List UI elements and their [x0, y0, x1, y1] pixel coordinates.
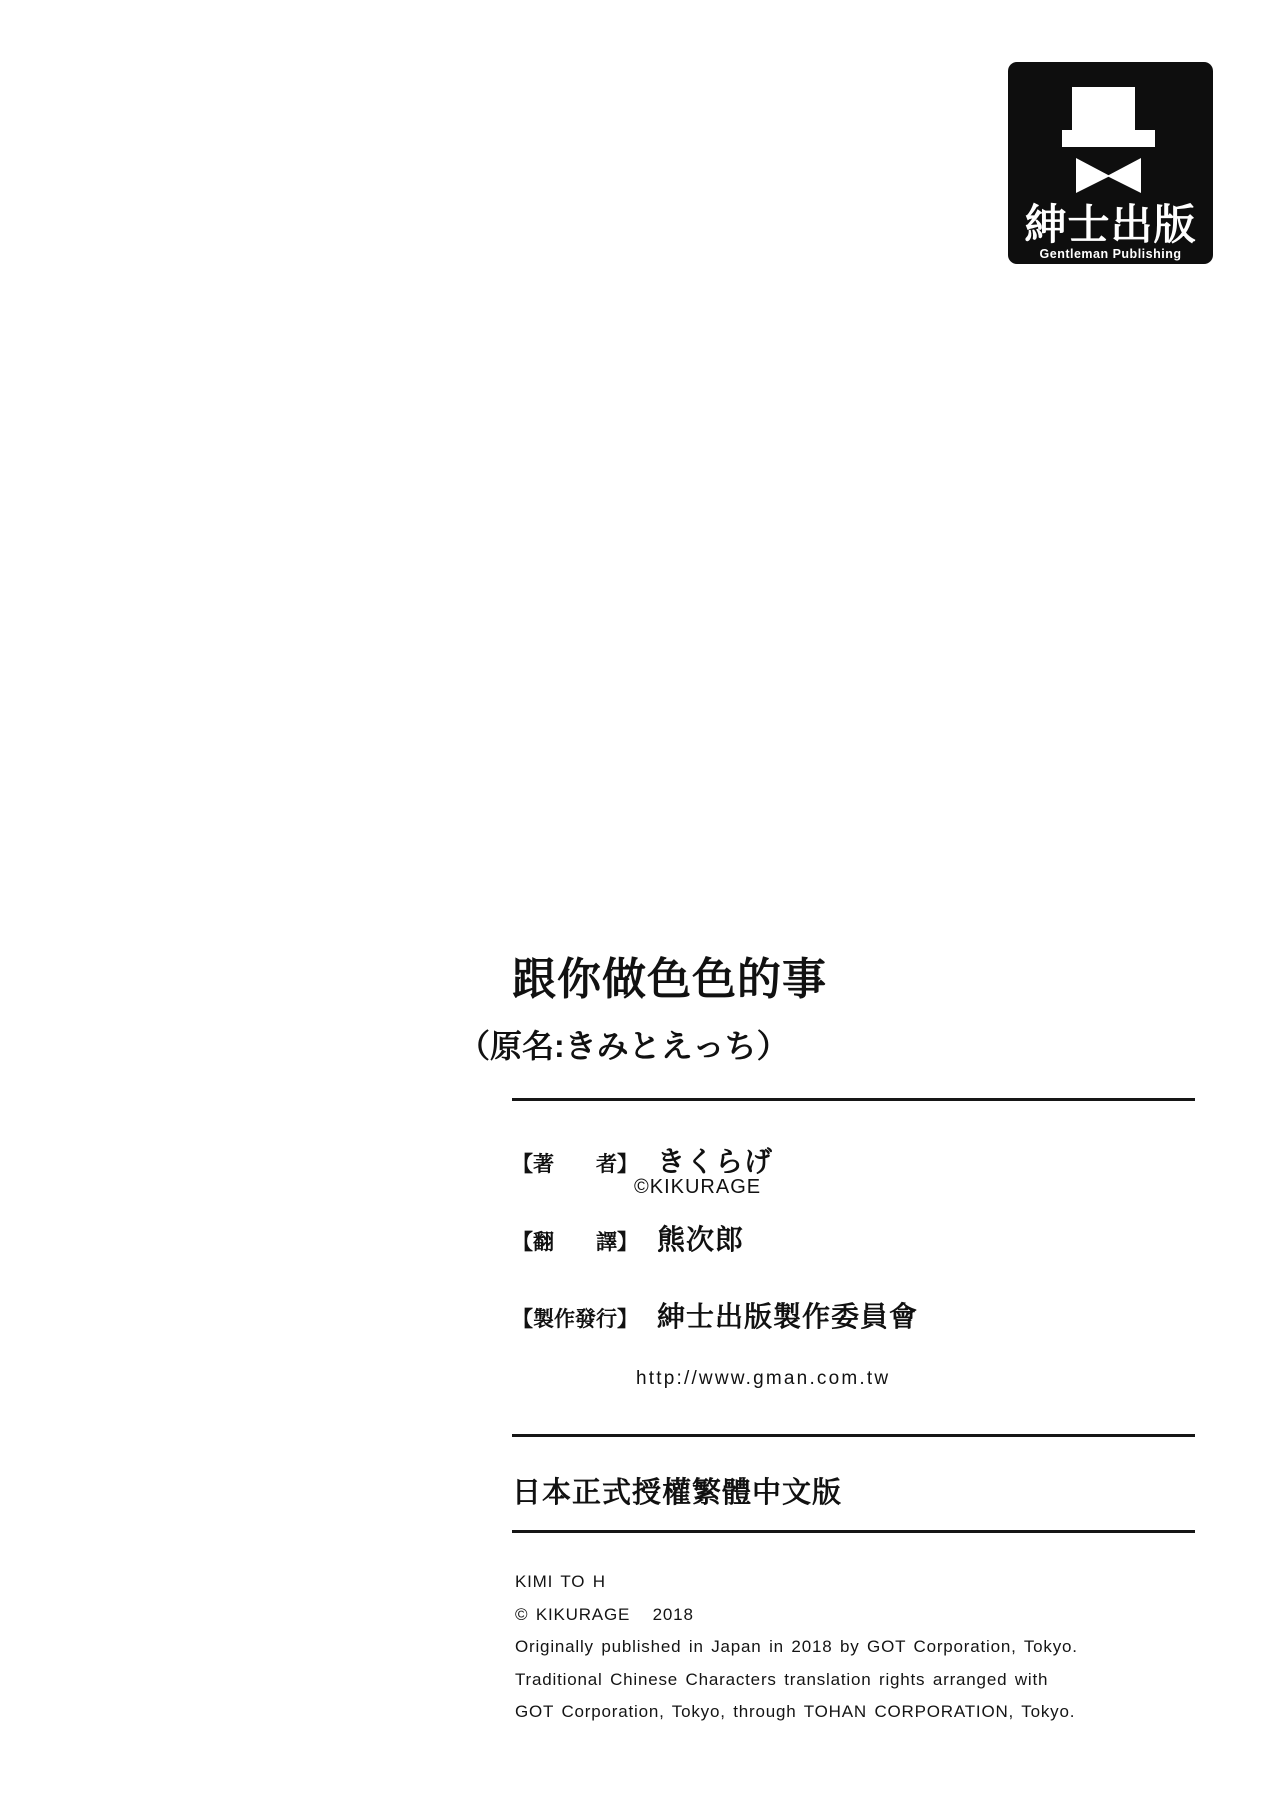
credit-value-author: きくらげ	[657, 1146, 774, 1177]
book-title: 跟你做色色的事	[512, 955, 827, 1004]
divider-middle	[512, 1434, 1195, 1437]
credit-row-publisher	[512, 1295, 918, 1335]
credit-value-translator: 熊次郎	[657, 1224, 745, 1255]
divider-top	[512, 1098, 1195, 1101]
publisher-logo	[1008, 62, 1213, 264]
copyright-line-year: © KIKURAGE 2018	[515, 1604, 694, 1624]
copyright-line-original: Originally published in Japan in 2018 by GOT Corporation, Tokyo.	[515, 1637, 1078, 1656]
credit-row-author	[512, 1140, 773, 1180]
credit-label-author: 【著 者】	[512, 1153, 638, 1176]
top-hat-bowtie-icon	[1008, 62, 1213, 200]
publisher-logo-name: 紳士出版	[1024, 201, 1197, 248]
publisher-website-url: http://www.gman.com.tw	[636, 1368, 891, 1389]
credit-label-publisher: 【製作發行】	[512, 1308, 638, 1331]
copyright-line-rights: Traditional Chinese Characters translation rights arranged with	[515, 1669, 1049, 1689]
copyright-block	[515, 1566, 1078, 1729]
license-note: 日本正式授權繁體中文版	[512, 1477, 843, 1509]
copyright-line-title: KIMI TO H	[515, 1572, 606, 1591]
divider-bottom	[512, 1530, 1195, 1533]
publisher-logo-name-english: Gentleman Publishing	[1039, 247, 1182, 261]
credit-value-publisher: 紳士出版製作委員會	[657, 1301, 919, 1332]
original-title: （原名:きみとえっち）	[458, 1028, 789, 1064]
copyright-line-arrangement: GOT Corporation, Tokyo, through TOHAN CORPORATION, Tokyo.	[515, 1702, 1076, 1721]
credit-label-translator: 【翻 譯】	[512, 1231, 638, 1254]
credit-row-translator	[512, 1218, 744, 1258]
author-copyright-note: ©KIKURAGE	[634, 1176, 762, 1198]
